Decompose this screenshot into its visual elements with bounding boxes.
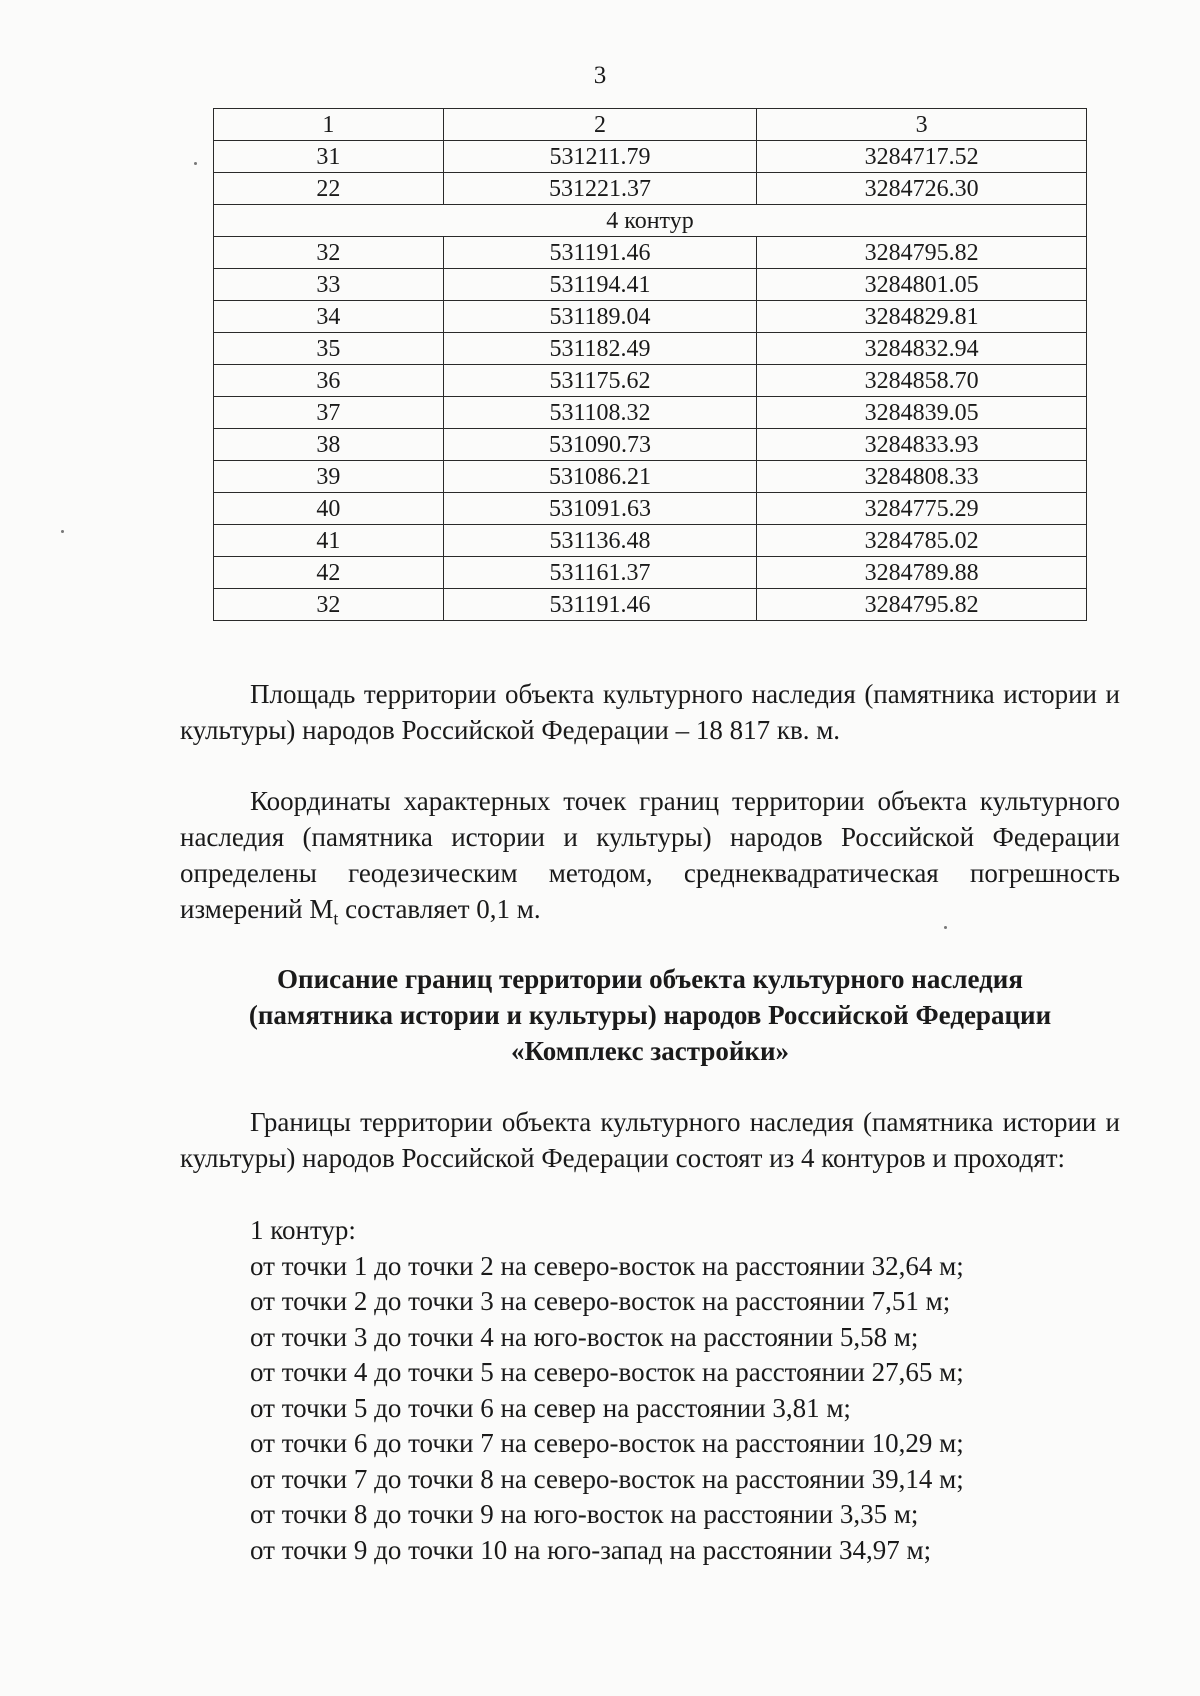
cell-y-coordinate: 3284832.94 [757,333,1087,365]
cell-x-coordinate: 531136.48 [443,525,757,557]
table-row [214,301,1087,333]
area-paragraph: Площадь территории объекта культурного наследия (памятника истории и культуры) народов Российской Федерации – 18 817 кв. м. [180,679,1120,745]
cell-x-coordinate: 531182.49 [443,333,757,365]
table-row [214,141,1087,173]
table-row [214,429,1087,461]
section-heading [150,961,1150,1069]
cell-point-number: 37 [214,397,444,429]
segment-list [250,1213,1130,1568]
cell-point-number: 35 [214,333,444,365]
table-row [214,397,1087,429]
cell-y-coordinate: 3284808.33 [757,461,1087,493]
segment-line: от точки 2 до точки 3 на северо-восток на расстоянии 7,51 м; [250,1286,951,1316]
cell-point-number: 36 [214,365,444,397]
cell-y-coordinate: 3284726.30 [757,173,1087,205]
cell-point-number: 34 [214,301,444,333]
cell-point-number: 32 [214,237,444,269]
header-cell-y: 3 [757,109,1087,141]
coordinates-table-body [214,109,1087,621]
table-row [214,333,1087,365]
cell-x-coordinate: 531091.63 [443,493,757,525]
cell-point-number: 33 [214,269,444,301]
cell-y-coordinate: 3284717.52 [757,141,1087,173]
cell-x-coordinate: 531175.62 [443,365,757,397]
cell-point-number: 39 [214,461,444,493]
cell-x-coordinate: 531108.32 [443,397,757,429]
coords-paragraph-text: Координаты характерных точек границ территории объекта культурного наследия (памятника истории и культуры) народов Российской Федерации определены геодезическим методом, среднеквадратическая погрешность измерений M [180,786,1120,924]
cell-y-coordinate: 3284829.81 [757,301,1087,333]
segment-line: от точки 1 до точки 2 на северо-восток на расстоянии 32,64 м; [250,1250,964,1281]
coords-paragraph-subscript: t [333,908,339,929]
cell-y-coordinate: 3284775.29 [757,493,1087,525]
cell-point-number: 31 [214,141,444,173]
contour-label: 1 контур: [250,1215,356,1245]
segment-line: от точки 5 до точки 6 на север на расстоянии 3,81 м; [250,1392,851,1423]
cell-x-coordinate: 531221.37 [443,173,757,205]
segment-line: от точки 7 до точки 8 на северо-восток на расстоянии 39,14 м; [250,1463,964,1494]
table-row [214,589,1087,621]
table-header-row [214,109,1087,141]
header-cell-x: 2 [443,109,757,141]
coordinates-table [213,108,1087,621]
cell-y-coordinate: 3284839.05 [757,397,1087,429]
header-cell-point: 1 [214,109,444,141]
coords-paragraph [180,783,1120,936]
page-number: 3 [593,62,607,89]
scan-speck [194,162,197,165]
cell-y-coordinate: 3284785.02 [757,525,1087,557]
section-label-cell: 4 контур [214,205,1087,237]
table-row [214,493,1087,525]
cell-point-number: 22 [214,173,444,205]
area-paragraph-block [180,676,1120,748]
table-row [214,173,1087,205]
coords-paragraph-tail: составляет 0,1 м. [338,894,541,924]
borders-paragraph-block [180,1104,1120,1176]
segment-line: от точки 4 до точки 5 на северо-восток на расстоянии 27,65 м; [250,1357,964,1387]
table-row [214,365,1087,397]
segment-line: от точки 6 до точки 7 на северо-восток на расстоянии 10,29 м; [250,1428,964,1458]
cell-point-number: 40 [214,493,444,525]
coords-paragraph-block [180,783,1120,936]
table-row [214,269,1087,301]
cell-point-number: 42 [214,557,444,589]
table-row [214,557,1087,589]
cell-point-number: 41 [214,525,444,557]
heading-line-1: Описание границ территории объекта культурного наследия [277,964,1023,994]
cell-x-coordinate: 531086.21 [443,461,757,493]
cell-x-coordinate: 531194.41 [443,269,757,301]
cell-y-coordinate: 3284801.05 [757,269,1087,301]
table-row [214,237,1087,269]
cell-x-coordinate: 531191.46 [443,237,757,269]
cell-point-number: 38 [214,429,444,461]
cell-point-number: 32 [214,589,444,621]
cell-y-coordinate: 3284858.70 [757,365,1087,397]
borders-paragraph: Границы территории объекта культурного наследия (памятника истории и культуры) народов Российской Федерации состоят из 4 контуров и проходят: [180,1107,1120,1173]
segment-line: от точки 9 до точки 10 на юго-запад на расстоянии 34,97 м; [250,1534,932,1565]
cell-y-coordinate: 3284789.88 [757,557,1087,589]
cell-x-coordinate: 531090.73 [443,429,757,461]
heading-line-2: (памятника истории и культуры) народов Российской Федерации [248,1000,1052,1030]
segment-line: от точки 3 до точки 4 на юго-восток на расстоянии 5,58 м; [250,1321,919,1352]
cell-y-coordinate: 3284833.93 [757,429,1087,461]
cell-x-coordinate: 531211.79 [443,141,757,173]
cell-x-coordinate: 531189.04 [443,301,757,333]
cell-y-coordinate: 3284795.82 [757,589,1087,621]
scan-speck [61,530,64,533]
table-section-row [214,205,1087,237]
table-row [214,461,1087,493]
cell-x-coordinate: 531191.46 [443,589,757,621]
scan-speck [944,926,947,929]
segment-line: от точки 8 до точки 9 на юго-восток на расстоянии 3,35 м; [250,1499,919,1529]
cell-y-coordinate: 3284795.82 [757,237,1087,269]
table-row [214,525,1087,557]
heading-line-3: «Комплекс застройки» [510,1036,790,1066]
cell-x-coordinate: 531161.37 [443,557,757,589]
